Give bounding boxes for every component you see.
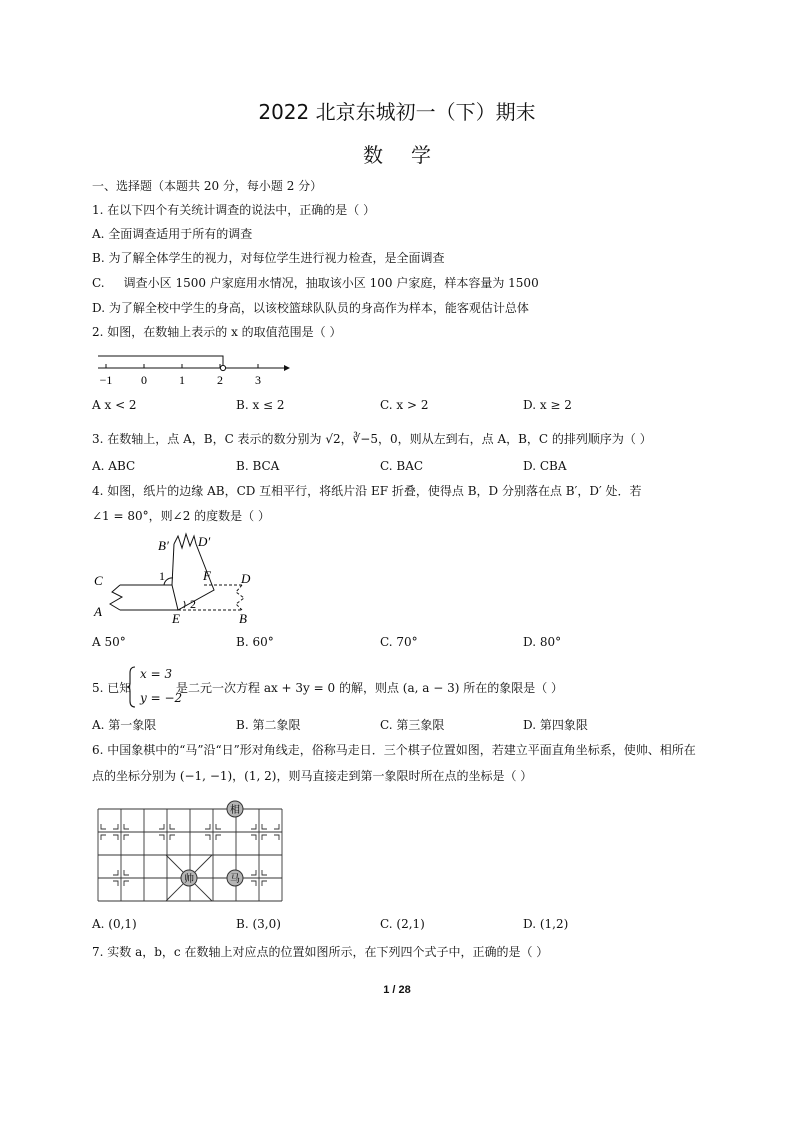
point-label: D xyxy=(241,571,251,586)
angle-label: 2 xyxy=(190,597,196,611)
position-mark xyxy=(205,824,210,829)
question-5-option-a: A. 第一象限 xyxy=(92,718,157,732)
position-mark xyxy=(216,824,221,829)
position-mark xyxy=(251,881,256,886)
question-6-stem-line2: 点的坐标分别为 (−1, −1)，(1, 2)，则马直接走到第一象限时所在点的坐标是（ ） xyxy=(92,769,533,783)
tick-label: 2 xyxy=(217,373,223,387)
point-label: C xyxy=(94,573,103,588)
angle-label: 1 xyxy=(159,569,165,583)
tick-label: 3 xyxy=(255,373,261,387)
position-mark xyxy=(262,835,267,840)
question-4-option-d: D. 80° xyxy=(523,635,562,649)
point-label: B′ xyxy=(158,538,169,553)
question-2-option-b: B. x ≤ 2 xyxy=(236,398,285,412)
question-4-stem-line1: 4. 如图，纸片的边缘 AB，CD 互相平行，将纸片沿 EF 折叠，使得点 B，D 分别落在点 B′，D′ 处．若 xyxy=(92,484,642,498)
position-mark xyxy=(205,835,210,840)
question-1-stem: 1. 在以下四个有关统计调查的说法中，正确的是（ ） xyxy=(92,203,376,217)
point-label: F xyxy=(203,568,211,583)
section-heading: 一、选择题（本题共 20 分，每小题 2 分） xyxy=(92,179,323,193)
question-3-option-b: B. BCA xyxy=(236,459,280,473)
point-label: B xyxy=(239,611,247,626)
tick-label: 1 xyxy=(179,373,185,387)
question-2-option-a: A x < 2 xyxy=(92,398,137,412)
question-6-option-b: B. (3,0) xyxy=(236,917,281,931)
position-mark xyxy=(124,835,129,840)
position-mark xyxy=(124,881,129,886)
piece-label: 相 xyxy=(230,805,240,816)
question-2-option-d: D. x ≥ 2 xyxy=(523,398,572,412)
position-mark xyxy=(101,835,106,840)
question-2-option-c: C. x > 2 xyxy=(380,398,429,412)
position-mark xyxy=(113,824,118,829)
system-brace xyxy=(126,665,136,709)
folded-paper-figure xyxy=(92,530,272,626)
tick-label: 0 xyxy=(141,373,147,387)
position-mark xyxy=(124,824,129,829)
question-5-stem: 是二元一次方程 ax + 3y = 0 的解，则点 (a, a − 3) 所在的象限是（ ） xyxy=(176,681,564,695)
page-number: 1 / 28 xyxy=(383,984,411,996)
system-equation-1: x = 3 xyxy=(140,667,173,681)
question-4-stem-line2: ∠1 = 80°，则∠2 的度数是（ ） xyxy=(92,509,270,523)
number-line-figure xyxy=(92,348,292,390)
question-4-option-b: B. 60° xyxy=(236,635,274,649)
point-label: E xyxy=(172,611,180,626)
question-5-option-d: D. 第四象限 xyxy=(523,718,588,732)
question-3-stem: 3. 在数轴上，点 A，B，C 表示的数分别为 √2，∛−5，0，则从左到右，点 A，B，C 的排列顺序为（ ） xyxy=(92,432,652,446)
piece-ma xyxy=(227,870,243,886)
piece-shuai xyxy=(181,870,197,886)
position-mark xyxy=(262,824,267,829)
question-7-stem: 7. 实数 a，b，c 在数轴上对应点的位置如图所示，在下列四个式子中，正确的是（ ） xyxy=(92,945,549,959)
position-mark xyxy=(216,835,221,840)
position-mark xyxy=(113,870,118,875)
question-1-option-c: C. 调查小区 1500 户家庭用水情况，抽取该小区 100 户家庭，样本容量为 1500 xyxy=(92,276,539,290)
question-3-option-a: A. ABC xyxy=(92,459,136,473)
point-label: D′ xyxy=(198,534,211,549)
position-mark xyxy=(170,835,175,840)
question-6-stem-line1: 6. 中国象棋中的“马”沿“日”形对角线走，俗称马走日．三个棋子位置如图，若建立平面直角坐标系，使帅、相所在 xyxy=(92,743,696,757)
document-title: 2022 北京东城初一（下）期末 xyxy=(258,100,536,124)
question-5-prefix: 5. 已知 xyxy=(92,681,132,695)
question-6-option-d: D. (1,2) xyxy=(523,917,569,931)
question-6-option-c: C. (2,1) xyxy=(380,917,425,931)
piece-xiang xyxy=(227,801,243,817)
tick-label: −1 xyxy=(99,373,113,387)
chess-board-figure xyxy=(96,798,286,902)
question-4-option-a: A 50° xyxy=(92,635,126,649)
question-3-option-c: C. BAC xyxy=(380,459,424,473)
piece-label: 帅 xyxy=(184,874,194,885)
position-mark xyxy=(262,881,267,886)
point-label: A xyxy=(94,604,102,619)
position-mark xyxy=(262,870,267,875)
question-1-option-a: A. 全面调查适用于所有的调查 xyxy=(92,227,253,241)
question-5-option-c: C. 第三象限 xyxy=(380,718,445,732)
question-5-option-b: B. 第二象限 xyxy=(236,718,301,732)
question-1-option-d: D. 为了解全校中学生的身高，以该校篮球队队员的身高作为样本，能客观估计总体 xyxy=(92,301,529,315)
piece-label: 马 xyxy=(230,874,240,885)
position-mark xyxy=(101,824,106,829)
position-mark xyxy=(113,835,118,840)
position-mark xyxy=(170,824,175,829)
question-6-option-a: A. (0,1) xyxy=(92,917,137,931)
position-mark xyxy=(251,824,256,829)
position-mark xyxy=(159,835,164,840)
position-mark xyxy=(159,824,164,829)
position-mark xyxy=(274,835,279,840)
system-equation-2: y = −2 xyxy=(140,691,183,705)
question-3-option-d: D. CBA xyxy=(523,459,567,473)
position-mark xyxy=(251,835,256,840)
subject-title: 数学 xyxy=(363,143,459,167)
question-1-option-b: B. 为了解全体学生的视力，对每位学生进行视力检查，是全面调查 xyxy=(92,251,445,265)
position-mark xyxy=(251,870,256,875)
position-mark xyxy=(113,881,118,886)
position-mark xyxy=(124,870,129,875)
question-2-stem: 2. 如图，在数轴上表示的 x 的取值范围是（ ） xyxy=(92,325,342,339)
question-4-option-c: C. 70° xyxy=(380,635,418,649)
position-mark xyxy=(274,824,279,829)
